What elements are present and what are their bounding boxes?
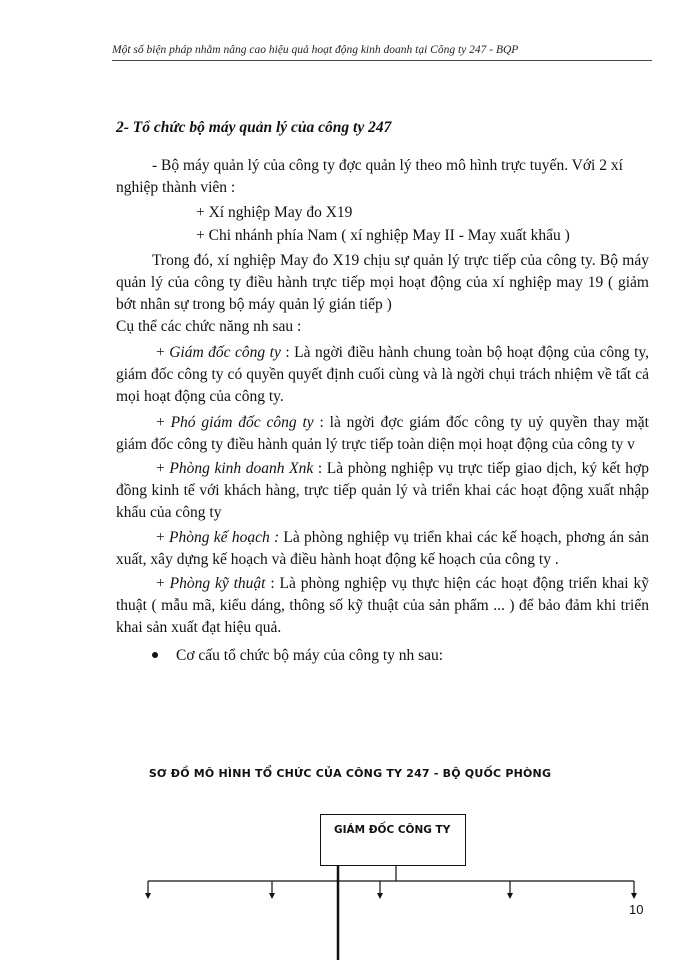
enterprise-item-1: + Xí nghiệp May đo X19 xyxy=(196,204,353,221)
role-title: Phòng kế hoạch : xyxy=(169,529,280,546)
branch-arrow-2 xyxy=(269,881,275,899)
running-header: Một số biện pháp nhằm nâng cao hiệu quả hoạt động kinh doanh tại Công ty 247 - BQP xyxy=(112,44,519,56)
role-description: : là ngời đợc giám đốc công ty uỷ quyền thay mặt giám đốc công ty điều hành quản lý trực tiếp toàn diện mọi hoạt động của công ty v xyxy=(116,414,649,453)
intro-line-1: - Bộ máy quản lý của công ty đợc quản lý theo mô hình trực tuyến. Với 2 xí xyxy=(152,157,623,174)
role-prefix: + xyxy=(156,460,170,477)
org-chart-top-box-label: GIÁM ĐỐC CÔNG TY xyxy=(334,824,451,836)
enterprise-item-2: + Chi nhánh phía Nam ( xí nghiệp May II - May xuất khẩu ) xyxy=(196,227,570,244)
section-heading: 2- Tổ chức bộ máy quản lý của công ty 247 xyxy=(116,119,392,136)
role-prefix: + xyxy=(156,344,170,361)
role-prefix: + xyxy=(156,529,170,546)
branch-arrow-3 xyxy=(377,881,383,899)
branch-arrow-4 xyxy=(507,881,513,899)
page-number: 10 xyxy=(629,902,644,917)
role-title: Phòng kỹ thuật xyxy=(169,575,266,592)
intro-line-2: nghiệp thành viên : xyxy=(116,179,236,196)
functions-intro: Cụ thể các chức năng nh sau : xyxy=(116,318,302,335)
bullet-text: Cơ cấu tổ chức bộ máy của công ty nh sau: xyxy=(176,647,444,664)
org-chart-title: SƠ ĐỒ MÔ HÌNH TỔ CHỨC CỦA CÔNG TY 247 - BỘ QUỐC PHÒNG xyxy=(148,767,552,780)
direct-management-paragraph: Trong đó, xí nghiệp May đo X19 chịu sự quản lý trực tiếp của công ty. Bộ máy quản lý của công ty điều hành trực tiếp mọi hoạt động của xí nghiệp may 19 ( giảm bớt nhân sự trong bộ máy quản lý gián tiếp ) xyxy=(116,252,649,313)
role-description: Là phòng nghiệp vụ triển khai các kế hoạch, phơng án sản xuất, xây dựng kế hoạch và điều hành hoạt động kế hoạch của công ty . xyxy=(116,529,649,568)
role-title: Phó giám đốc công ty xyxy=(170,414,314,431)
role-description: : Là phòng nghiệp vụ thực hiện các hoạt động triển khai kỹ thuật ( mẫu mã, kiểu dáng, thông số kỹ thuật của sản phẩm ... ) để bảo đảm khi triển khai sản xuất đạt hiệu quả. xyxy=(116,575,649,636)
branch-arrow-1 xyxy=(145,881,151,899)
role-title: Phòng kinh doanh Xnk xyxy=(169,460,314,477)
branch-arrow-5 xyxy=(631,881,637,899)
role-description: : Là phòng nghiệp vụ trực tiếp giao dịch, ký kết hợp đồng kinh tế với khách hàng, trực tiếp quản lý và triển khai các hoạt động xuất nhập khẩu của công ty xyxy=(116,460,649,521)
role-prefix: + xyxy=(156,575,170,592)
role-prefix: + xyxy=(156,414,171,431)
role-description: : Là ngời điều hành chung toàn bộ hoạt động của công ty, giám đốc công ty có quyền quyết định cuối cùng và là ngời chụi trách nhiệm về tất cả mọi hoạt động của công ty. xyxy=(116,344,649,405)
role-title: Giám đốc công ty xyxy=(169,344,281,361)
